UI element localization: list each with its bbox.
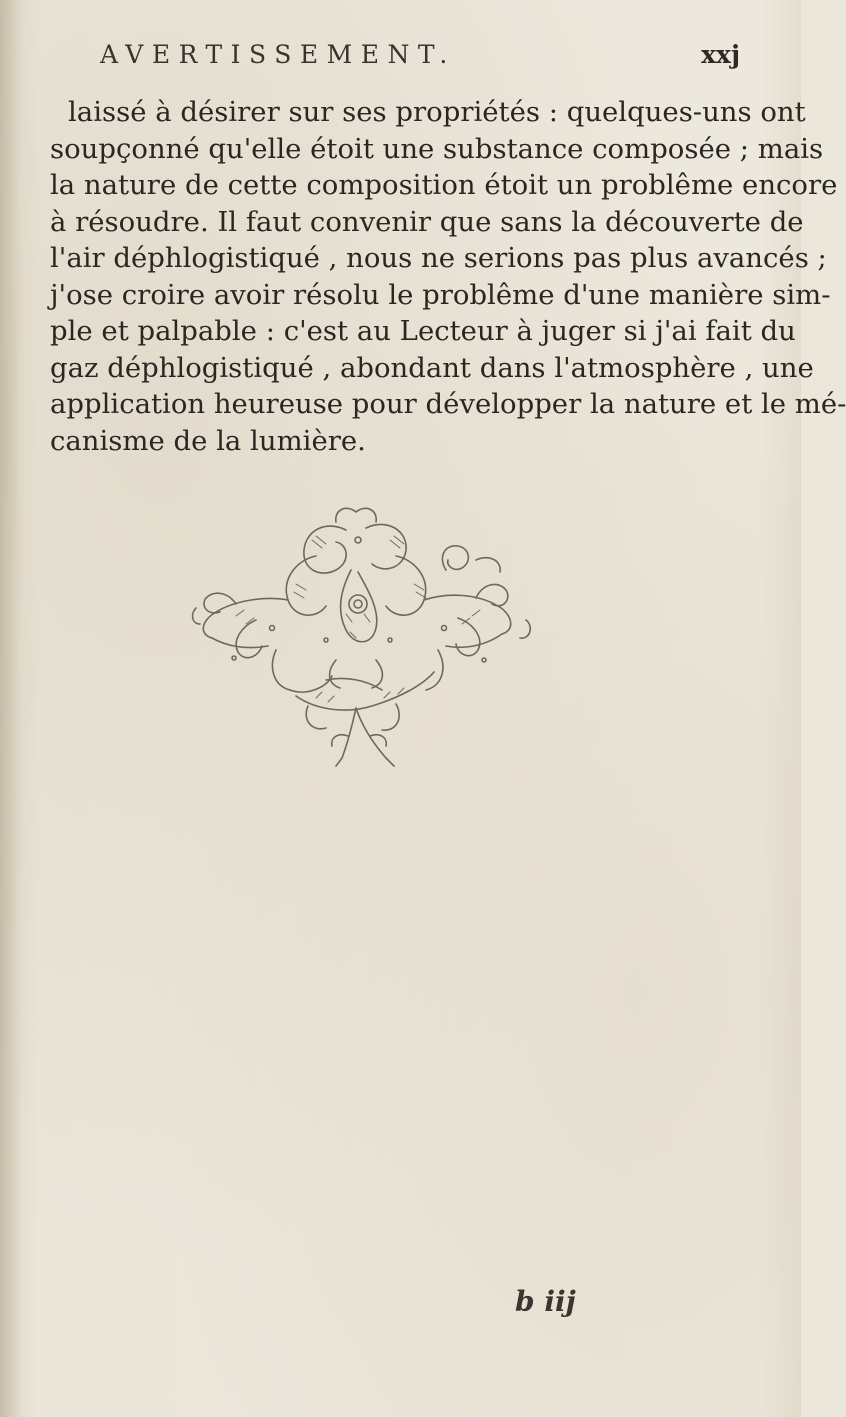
text-line: application heureuse pour développer la nature et le mé- (50, 388, 846, 420)
text-line: la nature de cette composition étoit un problême encore (50, 169, 838, 201)
page-number: xxj (701, 40, 740, 69)
floral-tailpiece-icon (176, 500, 550, 770)
text-line: laissé à désirer sur ses propriétés : quelques-uns ont (68, 96, 806, 128)
page-header (100, 40, 740, 80)
text-line: à résoudre. Il faut convenir que sans la découverte de (50, 205, 804, 238)
body-text (50, 94, 846, 459)
text-line: gaz déphlogistiqué , abondant dans l'atmosphère , une (50, 351, 814, 384)
signature-mark: b iij (515, 1285, 576, 1318)
text-line: soupçonné qu'elle étoit une substance composée ; mais (50, 132, 824, 165)
text-line: canisme de la lumière. (50, 424, 366, 457)
running-head: AVERTISSEMENT. (100, 40, 456, 69)
page-edge-shadow (0, 0, 22, 1417)
text-line: l'air déphlogistiqué , nous ne serions pas plus avancés ; (50, 242, 827, 274)
text-line: ple et palpable : c'est au Lecteur à juger si j'ai fait du (50, 315, 796, 347)
text-line: j'ose croire avoir résolu le problême d'une manière sim- (50, 278, 831, 311)
